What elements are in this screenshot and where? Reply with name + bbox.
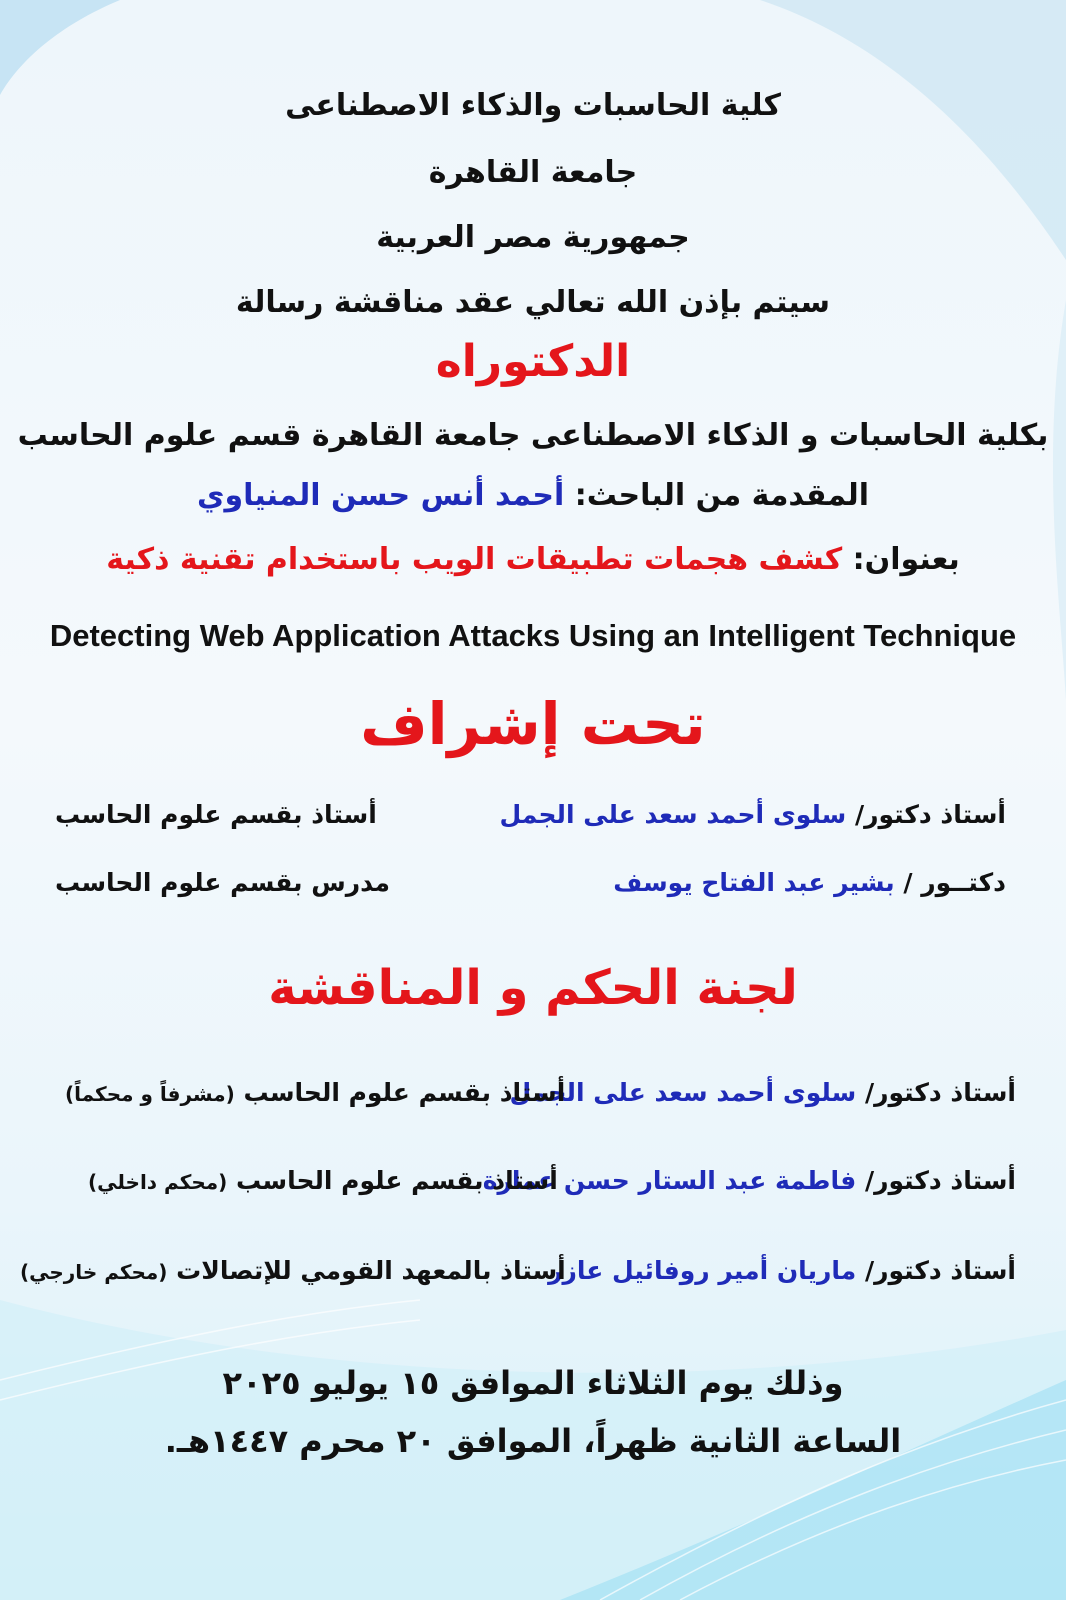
supervisor-2-position: مدرس بقسم علوم الحاسب (55, 868, 391, 897)
schedule-time: الساعة الثانية ظهراً، الموافق ٢٠ محرم ١٤٤٧هـ. (164, 1422, 902, 1460)
committee-member-2-position: أستاذ بقسم علوم الحاسب (236, 1166, 558, 1195)
committee-member-1-role: (مشرفاً و محكماً) (65, 1082, 235, 1106)
committee-member-2-name: فاطمة عبد الستار حسن عمارة (482, 1166, 857, 1195)
degree-title: الدكتوراه (435, 336, 631, 387)
committee-member-1 (509, 1078, 1016, 1107)
committee-member-3 (548, 1256, 1016, 1285)
thesis-title-en: Detecting Web Application Attacks Using an Intelligent Technique (49, 618, 1017, 653)
committee-heading: لجنة الحكم و المناقشة (268, 960, 798, 1016)
supervisor-1-title: أستاذ دكتور/ (854, 800, 1006, 829)
supervisor-1-name: سلوى أحمد سعد على الجمل (499, 800, 847, 829)
announcement-line: سيتم بإذن الله تعالي عقد مناقشة رسالة (235, 285, 831, 320)
supervisor-2-title: دكتــور / (903, 868, 1006, 897)
university-name: جامعة القاهرة (428, 155, 638, 190)
committee-member-1-title: أستاذ دكتور/ (864, 1078, 1016, 1107)
committee-member-2-position-line (88, 1166, 558, 1195)
committee-member-3-title: أستاذ دكتور/ (864, 1256, 1016, 1285)
thesis-label: بعنوان: (852, 542, 960, 577)
supervisor-1 (499, 800, 1006, 829)
candidate-label: المقدمة من الباحث: (574, 478, 870, 513)
committee-member-1-position-line (65, 1078, 565, 1107)
committee-member-3-position: أستاذ بالمعهد القومي للإتصالات (176, 1256, 566, 1285)
committee-member-2-role: (محكم داخلي) (88, 1170, 228, 1194)
supervisor-2-name: بشير عبد الفتاح يوسف (613, 868, 895, 897)
committee-member-1-position: أستاذ بقسم علوم الحاسب (243, 1078, 566, 1107)
department-line: بكلية الحاسبات و الذكاء الاصطناعى جامعة القاهرة قسم علوم الحاسب (17, 418, 1049, 453)
committee-member-1-name: سلوى أحمد سعد على الجمل (509, 1078, 857, 1107)
supervision-heading: تحت إشراف (360, 690, 706, 758)
committee-member-3-name: ماريان أمير روفائيل عازر (548, 1256, 857, 1285)
thesis-title-ar-line (0, 542, 1066, 577)
committee-member-3-position-line (20, 1256, 566, 1285)
candidate-name: أحمد أنس حسن المنياوي (196, 478, 565, 513)
candidate-line (0, 478, 1066, 513)
supervisor-1-position: أستاذ بقسم علوم الحاسب (55, 800, 377, 829)
schedule-date: وذلك يوم الثلاثاء الموافق ١٥ يوليو ٢٠٢٥ (222, 1364, 844, 1402)
thesis-title-ar: كشف هجمات تطبيقات الويب باستخدام تقنية ذكية (106, 542, 843, 577)
supervisor-2 (613, 868, 1006, 897)
committee-member-3-role: (محكم خارجي) (20, 1260, 168, 1284)
faculty-name: كلية الحاسبات والذكاء الاصطناعى (285, 88, 781, 123)
committee-member-2 (483, 1166, 1016, 1195)
committee-member-2-title: أستاذ دكتور/ (864, 1166, 1016, 1195)
country-name: جمهورية مصر العربية (376, 220, 690, 255)
